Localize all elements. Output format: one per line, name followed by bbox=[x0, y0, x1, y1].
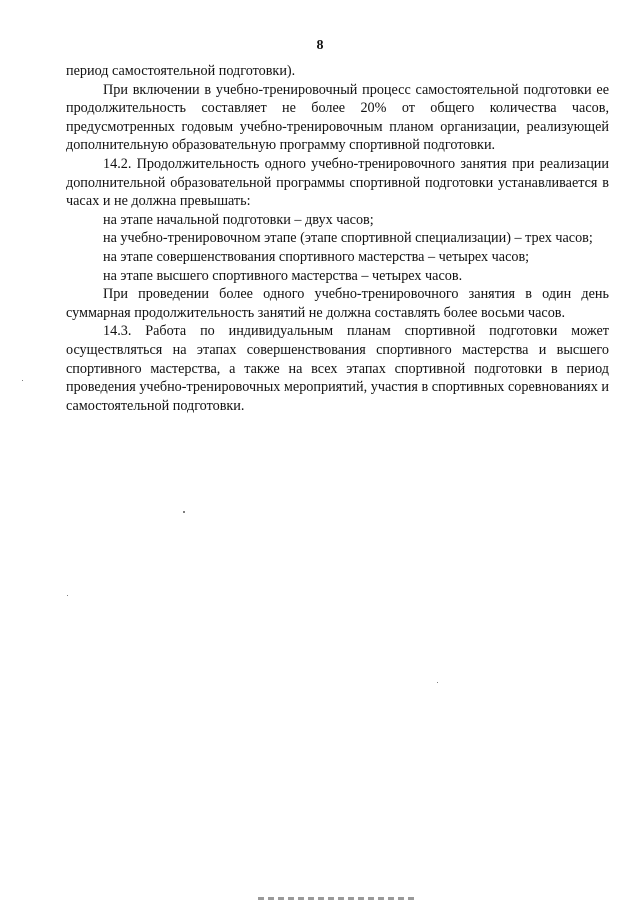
scan-edge-mark bbox=[258, 897, 418, 900]
page-number: 8 bbox=[316, 38, 324, 53]
list-item-training-stage: на учебно-тренировочном этапе (этапе спортивной специализации) – трех часов; bbox=[103, 230, 593, 247]
paragraph-multiple-sessions: При проведении более одного учебно-тренировочного занятия в один день суммарная продолжительность занятий не должна составлять более восьми часов. bbox=[66, 286, 609, 321]
scan-speck bbox=[437, 682, 438, 683]
list-item-initial-stage: на этапе начальной подготовки – двух часов; bbox=[103, 211, 374, 228]
paragraph-continuation: период самостоятельной подготовки). bbox=[66, 63, 296, 79]
list-item-higher-mastery-stage: на этапе высшего спортивного мастерства – четырех часов. bbox=[103, 267, 463, 284]
document-body bbox=[66, 62, 609, 415]
scan-speck bbox=[22, 380, 23, 381]
scan-speck bbox=[183, 511, 185, 513]
paragraph-14-2: 14.2. Продолжительность одного учебно-тренировочного занятия при реализации дополнительной образовательной программы спортивной подготовки устанавливается в часах и не должна превышать: bbox=[66, 155, 609, 210]
scan-speck bbox=[67, 595, 68, 596]
list-item-improvement-stage: на этапе совершенствования спортивного мастерства – четырех часов; bbox=[103, 248, 530, 265]
paragraph-self-training: При включении в учебно-тренировочный процесс самостоятельной подготовки ее продолжительность составляет не более 20% от общего количества часов, предусмотренных годовым учебно-тренировочным планом организации, реализующей дополнительную образовательную программу спортивной подготовки. bbox=[66, 81, 609, 154]
paragraph-14-3: 14.3. Работа по индивидуальным планам спортивной подготовки может осуществляться на этапах совершенствования спортивного мастерства и высшего спортивного мастерства, а также на всех этапах спортивной подготовки в период проведения учебно-тренировочных мероприятий, участия в спортивных соревнованиях и самостоятельной подготовки. bbox=[66, 323, 609, 414]
